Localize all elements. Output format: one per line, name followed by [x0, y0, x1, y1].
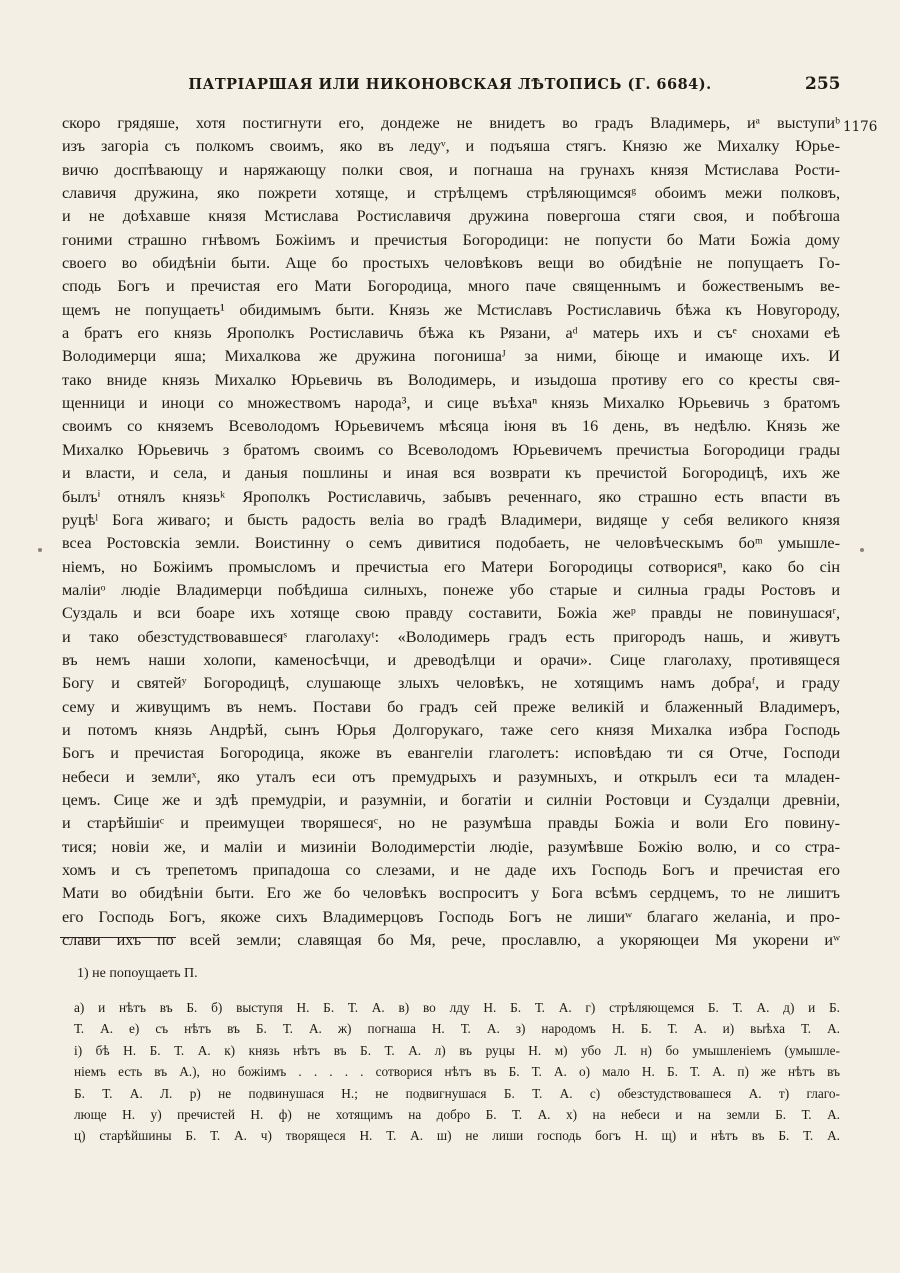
text-line: славичя дружина, яко пожрети хотяще, и стрѣлцемъ стрѣляющимсяᵍ обоимъ межи полковъ,: [62, 184, 840, 203]
text-line: руцѣˡ Бога живаго; и бысть радость веліа во градѣ Владимери, видяще у себя великого князя: [62, 510, 840, 529]
text-line: былъⁱ отнялъ князьᵏ Ярополкъ Ростиславичь, забывъ реченнаго, яко страшно есть впасти въ: [62, 487, 840, 506]
text-line: маліиᵒ людіе Владимерци побѣдиша силныхъ, понеже убо старые и силныа грады Ростовъ и: [62, 580, 840, 599]
chronicle-text: [62, 112, 840, 952]
text-line: вичю доспѣвающу и наряжающу полки своя, и погнаша на грунахъ князя Мстислава Рости-: [62, 160, 840, 179]
paper-speck: [38, 548, 42, 552]
variant-line: Б. Т. А. Л. р) не подвинушася Н.; не подвигнушася Б. Т. А. с) обезстудствовашеся А. т) глаго-: [74, 1085, 840, 1101]
variant-line: ніемъ есть въ А.), но божіимъ . . . . . сотворися нѣтъ въ Б. Т. А. о) мало Н. Б. Т. А. п) же нѣтъ въ: [74, 1064, 840, 1080]
variant-line: а) и нѣтъ въ Б. б) выступя Н. Б. Т. А. в) во лду Н. Б. Т. А. г) стрѣляющемся Б. Т. А. д) и Б.: [74, 1000, 840, 1015]
text-line: а братъ его князь Ярополкъ Ростиславичь бѣжа къ Рязани, аᵈ матерь ихъ и съᵉ снохами еѣ: [62, 324, 840, 343]
paper-speck: [860, 548, 864, 552]
text-line: въ немъ наши холопи, каменосѣчци, и древодѣлци и орачи». Сице глаголаху, противящеся: [62, 650, 840, 669]
footnote-1: 1) не попоущаеть П.: [77, 966, 198, 981]
text-line: гоними страшно гнѣвомъ Божіимъ и пречистыя Богородици: не попусти бо Мати Божіа дому: [62, 230, 840, 249]
text-line: изъ загоріа съ полкомъ своимъ, яко въ ледуᵛ, и подъяша стягъ. Князю же Михалку Юрье-: [62, 137, 840, 156]
variant-readings: [74, 997, 840, 1147]
text-line: Богу и святейʸ Богородицѣ, слушающе злыхъ человѣкъ, не хотящимъ намъ добраᶠ, и граду: [62, 674, 840, 693]
text-line: Богъ и пречистая Богородица, якоже въ евангеліи глаголетъ: исповѣдаю ти ся Отче, Господи: [62, 744, 840, 763]
text-line: тако вниде князь Михалко Юрьевичь въ Володимерь, и изыдоша противу его со кресты свя-: [62, 370, 840, 389]
margin-year-note: 1176: [843, 119, 878, 135]
text-line: слави ихъ по всей земли; славящая бо Мя, рече, прославлю, а укоряющеи Мя укорени иʷ: [62, 931, 840, 950]
text-line: цемъ. Сице же и здѣ премудріи, и разумніи, и богатіи и силніи Ростовци и Суздалци древніи,: [62, 790, 840, 809]
text-line: Суздаль и вси боаре ихъ хотяще свою правду составити, Божіа жеᵖ правды не повинушасяʳ,: [62, 604, 840, 623]
text-line: небеси и землиˣ, яко уталъ еси отъ премудрыхъ и разумныхъ, и открылъ еси та младен-: [62, 767, 840, 786]
text-line: сему и живущимъ въ немъ. Постави бо градъ сей преже великій и блаженный Владимеръ,: [62, 697, 840, 716]
text-line: всеа Ростовскіа земли. Воистинну о семъ дивитися подобаеть, не человѣческымъ боᵐ умышле-: [62, 534, 840, 553]
text-line: его Господь Богъ, якоже сихъ Владимерцовъ Господь Богъ не лишиʷ благаго желаніа, и про-: [62, 907, 840, 926]
text-line: Михалко Юрьевичь з братомъ своимъ со Всеволодомъ Юрьевичемъ пречистыа Богородици грады: [62, 440, 840, 459]
text-line: своего во обидѣніи быти. Аще бо простыхъ человѣковъ вещи во обидѣніе не попущаетъ Го-: [62, 254, 840, 273]
text-line: ніемъ, но Божіимъ промысломъ и пречистыа его Матери Богородицы сотворисяⁿ, како бо сін: [62, 557, 840, 576]
running-head-title: ПАТРІАРШАЯ ИЛИ НИКОНОВСКАЯ ЛѢТОПИСЬ (Г. 6684).: [188, 76, 712, 93]
text-line: Мати во обидѣніи быти. Его же бо человѣкъ воспроситъ у Бога всѣмъ сердцемъ, то не лишитъ: [62, 884, 840, 903]
text-line: хомъ и съ трепетомъ припадоша со слезами, и не даде ихъ Господь Богъ и пречистая его: [62, 861, 840, 879]
text-line: и старѣйшіиᶜ и преимущеи творяшесяᶜ, но не разумѣша правды Божіа и воли Его повину-: [62, 814, 840, 833]
variant-line: Т. А. е) съ нѣтъ въ Б. Т. А. ж) погнаша Н. Т. А. з) народомъ Н. Б. Т. А. и) выѣха Т. А.: [74, 1021, 840, 1037]
text-line: и власти, и села, и даныя пошлины и иная вся возврати къ пречистой Богородицѣ, ихъ же: [62, 464, 840, 483]
text-line: щемъ не попущаеть¹ обидимымъ быти. Князь же Мстиславъ Ростиславичь бѣжа къ Новугороду,: [62, 300, 840, 319]
page-number: 255: [805, 74, 841, 94]
text-line: и не доѣхавше князя Мстислава Ростиславичя дружина повергоша стяги своя, и побѣгоша: [62, 207, 840, 226]
text-line: тися; новіи же, и маліи и мизиніи Володимерстіи людіе, разумѣвше Божію волю, и со стра-: [62, 837, 840, 856]
variant-line: люще Н. у) пречистей Н. ф) не хотящимъ на добро Б. Т. А. х) на небеси и на земли Б. Т. А.: [74, 1107, 840, 1123]
text-line: щенници и иноци со множествомъ народа³, и сице въѣхаⁿ князь Михалко Юрьевичь з братомъ: [62, 394, 840, 413]
text-line: сподь Богъ и пречистая его Мати Богородица, много паче священнымъ и божественымъ ве-: [62, 277, 840, 296]
footnote-divider: [60, 937, 176, 938]
variant-line: і) бѣ Н. Б. Т. А. к) князь нѣтъ въ Б. Т. А. л) въ руцы Н. м) убо Л. н) бо умышленіемъ (умышле-: [74, 1042, 840, 1058]
text-line: скоро грядяше, хотя постигнути его, дондеже не внидетъ во градъ Владимерь, иᵃ выступиᵇ: [62, 114, 840, 132]
text-line: Володимерци яша; Михалкова же дружина погонишаᴶ за ними, біюще и имающе ихъ. И: [62, 347, 840, 366]
variant-line: ц) старѣйшины Б. Т. А. ч) творящеся Н. Т. А. ш) не лиши господь богъ Н. щ) и нѣтъ въ Б. Т. А.: [74, 1128, 840, 1144]
text-line: и потомъ князь Андрѣй, сынъ Юрья Долгорукаго, таже сего князя Михалка избра Господь: [62, 720, 840, 739]
text-line: и тако обезстудствовавшесяˢ глаголахуᵗ: «Володимерь градъ есть пригородъ нашь, и живутъ: [62, 627, 840, 646]
text-line: своимъ со княземъ Всеволодомъ Юрьевичемъ мѣсяца іюня въ 16 день, въ недѣлю. Князь же: [62, 417, 840, 436]
